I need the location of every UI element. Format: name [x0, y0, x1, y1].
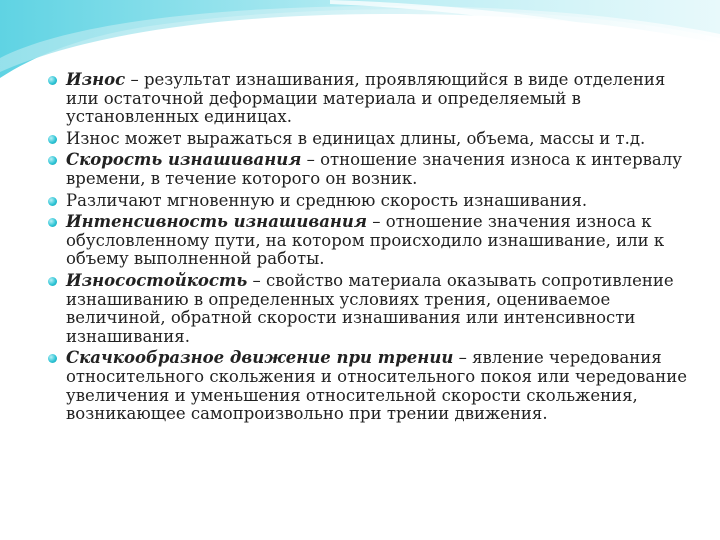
bullet-text: – отношение значения износа к обусловленному пути, на котором происходило изнашивание, или к объему выполненной работы.: [66, 212, 665, 269]
bullet-term: Износ: [66, 70, 126, 89]
bullet-item-wear-rate: [48, 151, 688, 188]
bullet-text: Различают мгновенную и среднюю скорость изнашивания.: [66, 190, 588, 210]
bullet-dot-icon: [48, 354, 57, 363]
bullet-term: Скорость изнашивания: [66, 150, 302, 170]
bullet-dot-icon: [48, 277, 57, 286]
bullet-item-rate-types: [48, 192, 688, 211]
bullet-dot-icon: [48, 135, 57, 144]
bullet-dot-icon: [48, 156, 57, 165]
bullet-text: – отношение значения износа к интервалу времени, в течение которого он возник.: [66, 150, 682, 188]
bullet-item-wear-resistance: [48, 272, 688, 346]
bullet-dot-icon: [48, 76, 57, 85]
bullet-list: [48, 71, 688, 427]
bullet-item-wear-intensity: [48, 213, 688, 269]
bullet-term: Интенсивность изнашивания: [66, 212, 368, 232]
bullet-term: Скачкообразное движение при трении: [66, 348, 454, 368]
bullet-text: – свойство материала оказывать сопротивление изнашиванию в определенных условиях трения, оцениваемое величиной, обратной скорости изнашивания или интенсивности изнашивания.: [66, 270, 674, 346]
bullet-item-wear: [48, 71, 688, 127]
bullet-text: Износ может выражаться в единицах длины, объема, массы и т.д.: [66, 128, 646, 148]
bullet-term: Износостойкость: [66, 270, 248, 290]
bullet-dot-icon: [48, 197, 57, 206]
bullet-dot-icon: [48, 218, 57, 227]
bullet-item-wear-units: [48, 130, 688, 149]
bullet-text: – результат изнашивания, проявляющийся в виде отделения или остаточной деформации материала и определяемый в установленных единицах.: [66, 70, 666, 127]
bullet-item-stick-slip: [48, 349, 688, 423]
bullet-text: – явление чередования относительного скольжения и относительного покоя или чередование увеличения и уменьшения относительной скорости скольжения, возникающее самопроизвольно при трении движения.: [66, 348, 688, 424]
